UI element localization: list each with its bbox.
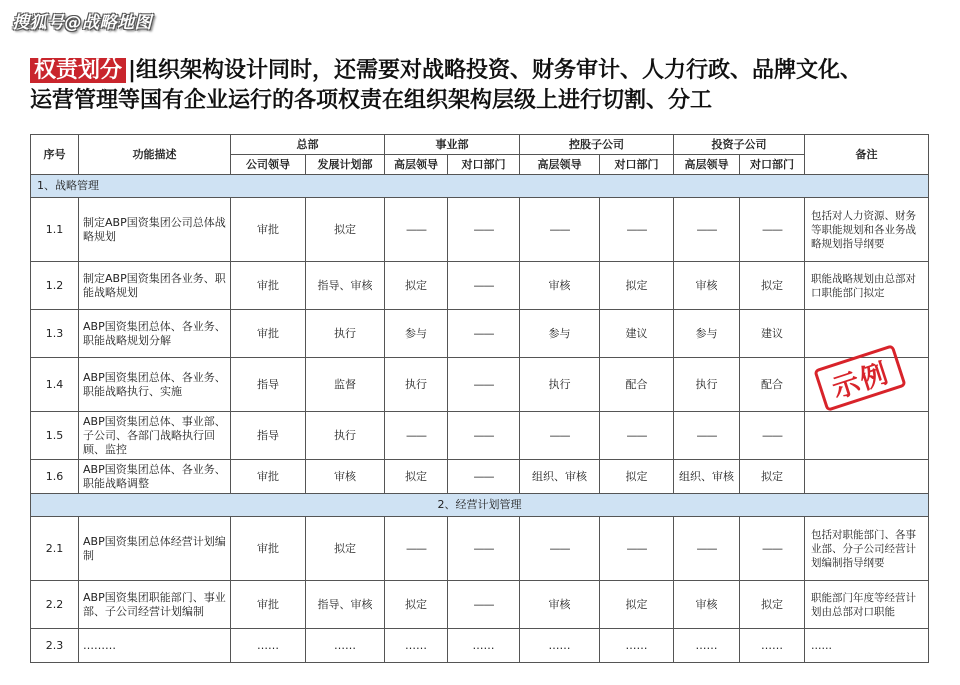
cell: 执行 (306, 310, 385, 358)
row-no: 1.1 (31, 198, 79, 262)
row-note (805, 310, 929, 358)
cell: 审核 (306, 460, 385, 494)
cell: —— (448, 198, 520, 262)
cell: —— (385, 517, 448, 581)
row-desc: ABP国资集团总体经营计划编制 (79, 517, 231, 581)
cell: —— (448, 517, 520, 581)
cell: —— (448, 412, 520, 460)
cell: …… (674, 629, 740, 663)
row-desc: ……… (79, 629, 231, 663)
page-title (30, 56, 940, 116)
title-line-2: 运营管理等国有企业运行的各项权责在组织架构层级上进行切割、分工 (30, 88, 713, 113)
row-desc: ABP国资集团职能部门、事业部、子公司经营计划编制 (79, 581, 231, 629)
cell: —— (385, 198, 448, 262)
table-row (31, 629, 929, 663)
cell: 执行 (385, 358, 448, 412)
cell: 拟定 (600, 581, 674, 629)
cell: —— (448, 262, 520, 310)
cell: 拟定 (740, 460, 805, 494)
cell: 拟定 (600, 262, 674, 310)
row-desc: ABP国资集团总体、各业务、职能战略执行、实施 (79, 358, 231, 412)
table-row (31, 581, 929, 629)
row-desc: 制定ABP国资集团各业务、职能战略规划 (79, 262, 231, 310)
cell: 审核 (520, 262, 600, 310)
header-invest-sub: 投资子公司 (674, 135, 805, 155)
cell: 指导、审核 (306, 581, 385, 629)
cell: 监督 (306, 358, 385, 412)
header-invest-senior: 高层领导 (674, 155, 740, 175)
cell: —— (520, 517, 600, 581)
row-no: 1.5 (31, 412, 79, 460)
cell: …… (306, 629, 385, 663)
cell: 审核 (674, 262, 740, 310)
cell: 拟定 (306, 517, 385, 581)
row-no: 1.3 (31, 310, 79, 358)
section-business-plan: 2、经营计划管理 (31, 494, 929, 517)
header-note: 备注 (805, 135, 929, 175)
cell: —— (385, 412, 448, 460)
row-desc: ABP国资集团总体、各业务、职能战略调整 (79, 460, 231, 494)
row-desc: ABP国资集团总体、事业部、子公司、各部门战略执行回顾、监控 (79, 412, 231, 460)
row-desc: 制定ABP国资集团公司总体战略规划 (79, 198, 231, 262)
cell: …… (520, 629, 600, 663)
cell: —— (674, 412, 740, 460)
header-function: 功能描述 (79, 135, 231, 175)
cell: …… (231, 629, 306, 663)
cell: 执行 (674, 358, 740, 412)
cell: —— (740, 198, 805, 262)
row-no: 1.6 (31, 460, 79, 494)
row-note (805, 412, 929, 460)
cell: 审批 (231, 460, 306, 494)
header-bu-contact: 对口部门 (448, 155, 520, 175)
cell: —— (674, 517, 740, 581)
row-no: 2.2 (31, 581, 79, 629)
cell: …… (600, 629, 674, 663)
cell: 拟定 (385, 581, 448, 629)
title-line1-text: |组织架构设计同时，还需要对战略投资、财务审计、人力行政、品牌文化、 (128, 58, 863, 83)
cell: …… (385, 629, 448, 663)
row-desc: ABP国资集团总体、各业务、职能战略规划分解 (79, 310, 231, 358)
table-row (31, 460, 929, 494)
cell: —— (448, 310, 520, 358)
header-holding-contact: 对口部门 (600, 155, 674, 175)
cell: 指导、审核 (306, 262, 385, 310)
table-row (31, 262, 929, 310)
cell: 组织、审核 (674, 460, 740, 494)
header-hq: 总部 (231, 135, 385, 155)
header-invest-contact: 对口部门 (740, 155, 805, 175)
cell: 配合 (600, 358, 674, 412)
row-no: 1.4 (31, 358, 79, 412)
cell: 组织、审核 (520, 460, 600, 494)
row-note: 职能部门年度等经营计划由总部对口职能 (805, 581, 929, 629)
cell: …… (740, 629, 805, 663)
cell: 执行 (306, 412, 385, 460)
example-stamp: 示例 (813, 344, 906, 412)
row-note: …… (805, 629, 929, 663)
cell: 审批 (231, 262, 306, 310)
row-note: 包括对职能部门、各事业部、分子公司经营计划编制指导纲要 (805, 517, 929, 581)
header-hq-lead: 公司领导 (231, 155, 306, 175)
cell: —— (674, 198, 740, 262)
row-note: 职能战略规划由总部对口职能部门拟定 (805, 262, 929, 310)
cell: —— (448, 358, 520, 412)
cell: 拟定 (385, 460, 448, 494)
cell: 审批 (231, 310, 306, 358)
cell: 参与 (385, 310, 448, 358)
header-hq-dev: 发展计划部 (306, 155, 385, 175)
cell: 拟定 (385, 262, 448, 310)
cell: 审核 (674, 581, 740, 629)
cell: 拟定 (600, 460, 674, 494)
cell: —— (448, 460, 520, 494)
cell: 拟定 (306, 198, 385, 262)
cell: 审批 (231, 198, 306, 262)
header-holding-senior: 高层领导 (520, 155, 600, 175)
header-seq: 序号 (31, 135, 79, 175)
row-no: 1.2 (31, 262, 79, 310)
cell: 审核 (520, 581, 600, 629)
cell: —— (600, 517, 674, 581)
cell: 指导 (231, 412, 306, 460)
cell: 拟定 (740, 581, 805, 629)
table-row (31, 198, 929, 262)
cell: 指导 (231, 358, 306, 412)
cell: 审批 (231, 517, 306, 581)
row-note (805, 460, 929, 494)
row-note: 包括对人力资源、财务等职能规划和各业务战略规划指导纲要 (805, 198, 929, 262)
cell: —— (448, 581, 520, 629)
header-business-unit: 事业部 (385, 135, 520, 155)
table-row (31, 517, 929, 581)
table-row (31, 412, 929, 460)
header-bu-senior: 高层领导 (385, 155, 448, 175)
title-highlight: 权责划分 (30, 58, 126, 83)
section-strategy: 1、战略管理 (31, 175, 929, 198)
cell: 建议 (600, 310, 674, 358)
cell: 参与 (674, 310, 740, 358)
cell: 配合 (740, 358, 805, 412)
table-row (31, 310, 929, 358)
cell: —— (740, 517, 805, 581)
cell: 拟定 (740, 262, 805, 310)
header-holding-sub: 控股子公司 (520, 135, 674, 155)
cell: 参与 (520, 310, 600, 358)
cell: —— (520, 412, 600, 460)
cell: 审批 (231, 581, 306, 629)
row-no: 2.3 (31, 629, 79, 663)
responsibility-matrix-table (30, 134, 929, 663)
cell: 建议 (740, 310, 805, 358)
cell: —— (600, 412, 674, 460)
cell: —— (520, 198, 600, 262)
cell: —— (740, 412, 805, 460)
title-line-1 (30, 56, 940, 86)
cell: 执行 (520, 358, 600, 412)
watermark-logo: 搜狐号@战略地图 (12, 13, 152, 33)
cell: …… (448, 629, 520, 663)
row-no: 2.1 (31, 517, 79, 581)
table-row (31, 358, 929, 412)
cell: —— (600, 198, 674, 262)
